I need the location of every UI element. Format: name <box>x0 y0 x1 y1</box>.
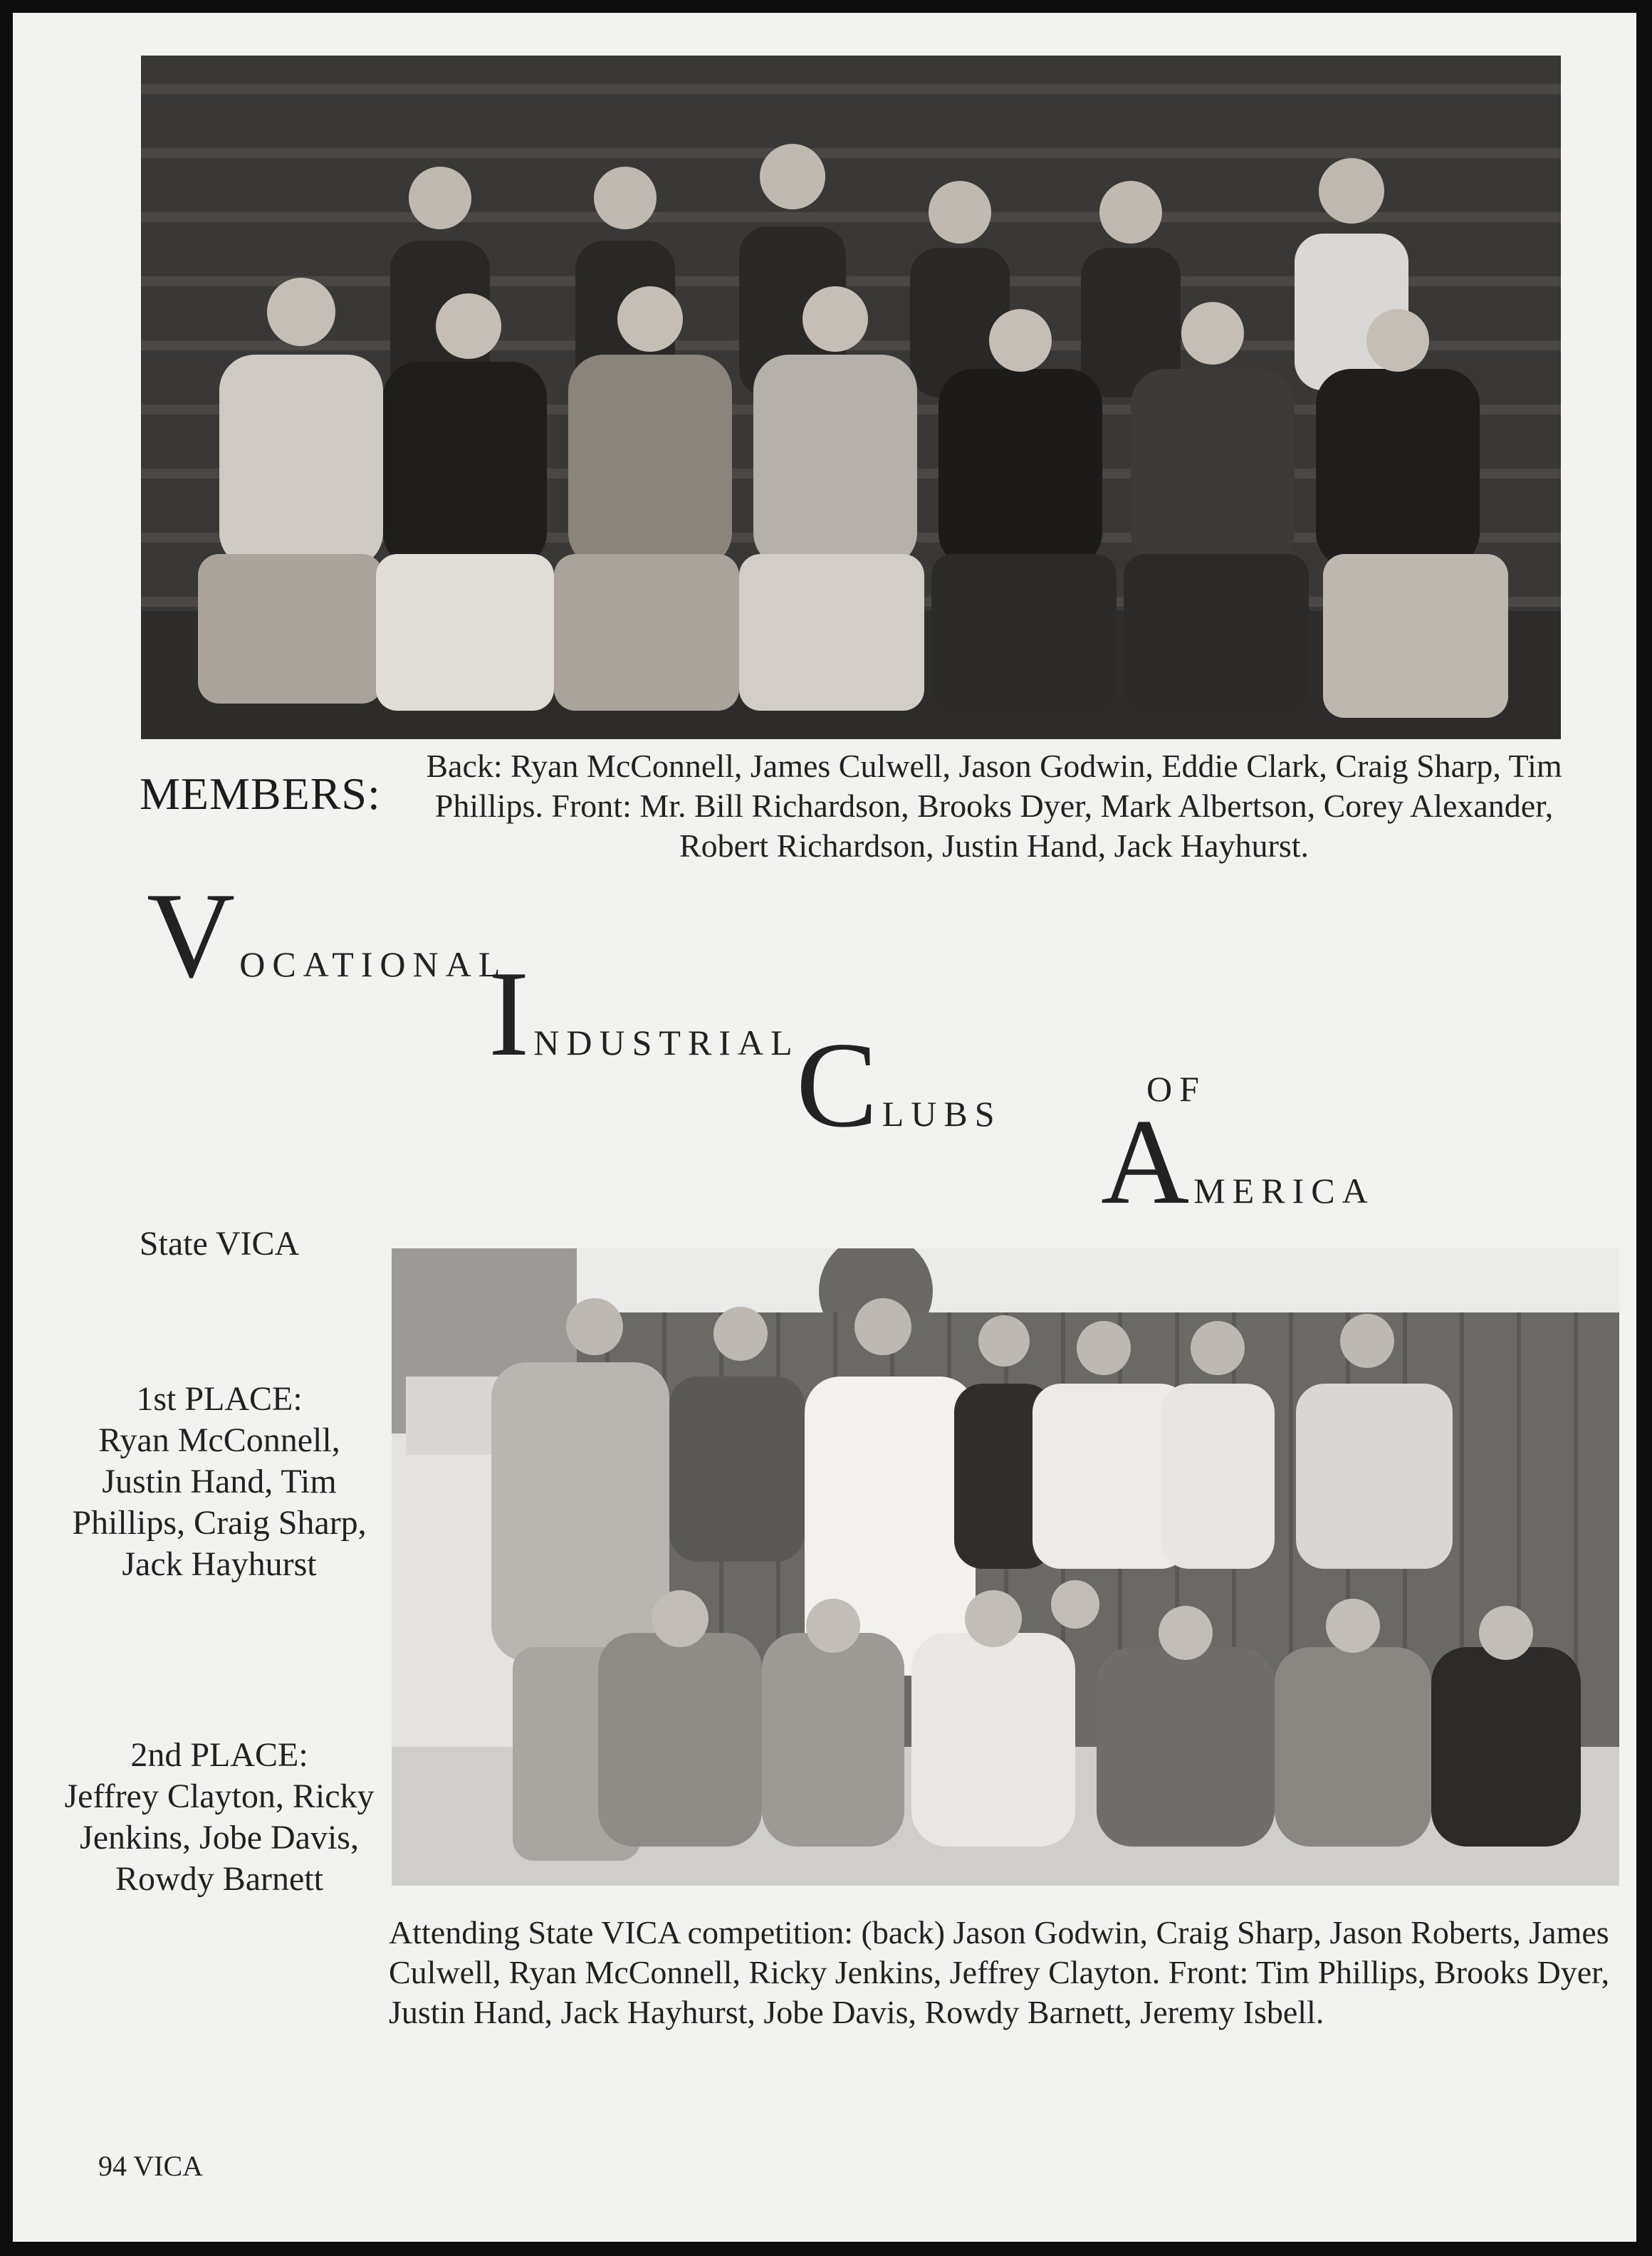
title-i-rest: NDUSTRIAL <box>533 1023 800 1062</box>
page-folio: 94 VICA <box>98 2150 204 2182</box>
title-clubs <box>796 1018 1002 1153</box>
first-place-names: Ryan McConnell, Justin Hand, Tim Phillips, Craig Sharp, Jack Hayhurst <box>72 1421 367 1583</box>
title-vocational <box>147 868 508 1003</box>
state-vica-caption: Attending State VICA competition: (back) Jason Godwin, Craig Sharp, Jason Roberts, James Culwell, Ryan McConnell, Ricky Jenkins, Jeffrey Clayton. Front: Tim Phillips, Brooks Dyer, Justin Hand, Jack Hayhurst, Jobe Davis, Rowdy Barnett, Jeremy Isbell. <box>389 1914 1610 2030</box>
title-v-rest: OCATIONAL <box>239 944 508 984</box>
state-vica-group-photo <box>392 1248 1619 1886</box>
state-vica-heading: State VICA <box>139 1225 300 1263</box>
members-group-photo <box>141 56 1561 739</box>
title-v-cap: V <box>147 868 236 1003</box>
members-label: MEMBERS: <box>140 768 381 819</box>
second-place-names: Jeffrey Clayton, Ricky Jenkins, Jobe Davis, Rowdy Barnett <box>64 1777 375 1898</box>
title-c-rest: LUBS <box>882 1094 1002 1134</box>
title-a-cap: A <box>1101 1095 1190 1230</box>
first-place-heading: 1st PLACE: <box>136 1380 303 1418</box>
second-place-block <box>56 1735 383 1900</box>
second-place-heading: 2nd PLACE: <box>130 1736 308 1774</box>
title-i-cap: I <box>488 946 530 1082</box>
yearbook-page <box>13 13 1636 2242</box>
first-place-block <box>56 1379 383 1585</box>
title-industrial <box>488 946 800 1082</box>
members-caption: Back: Ryan McConnell, James Culwell, Jason Godwin, Eddie Clark, Craig Sharp, Tim Phillips. Front: Mr. Bill Richardson, Brooks Dyer, Mark Albertson, Corey Alexander, Robert Richardson, Justin Hand, Jack Hayhurst. <box>426 748 1562 864</box>
title-a-rest: MERICA <box>1193 1171 1375 1211</box>
title-c-cap: C <box>796 1018 878 1153</box>
title-america <box>1101 1095 1375 1230</box>
title-of: OF <box>1146 1069 1206 1109</box>
